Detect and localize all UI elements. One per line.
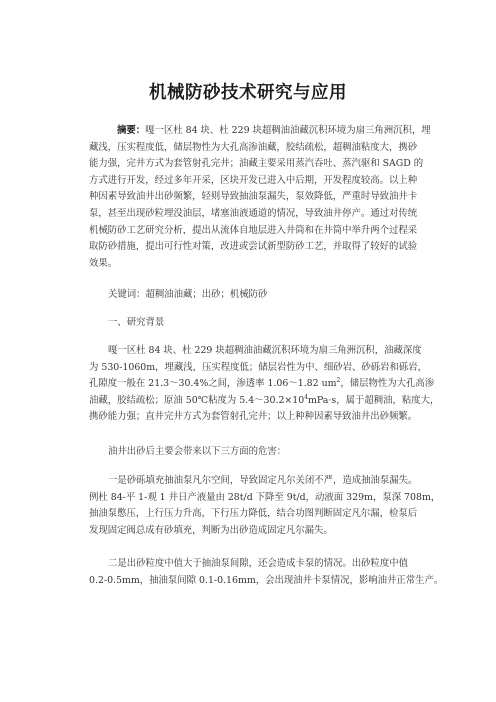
paragraph-text: 孔隙度一般在 21.3～30.4%之间，渗透率 1.06～1.82 um xyxy=(89,378,337,390)
paragraph-text: ，储层物性为大孔高渗 xyxy=(340,378,435,390)
paragraph-line xyxy=(89,393,440,410)
paragraph-hazard-one xyxy=(89,473,441,539)
paragraph-line: 二是出砂粒度中值大于抽油泵间隙，还会造成卡泵的情况。出砂粒度中值 xyxy=(108,558,409,569)
section-heading-text: 一、研究背景 xyxy=(108,317,165,328)
paragraph-line: 发现固定阀总成有砂填充，判断为出砂造成固定凡尔漏失。 xyxy=(89,524,333,536)
paragraph-line: 携砂能力强；直井完井方式为套管射孔完井；以上种种因素导致油井出砂频繁。 xyxy=(89,411,418,423)
paragraph-hazard-two xyxy=(89,556,444,589)
keywords xyxy=(89,287,419,304)
paragraph-line: 嘎一区杜 84 块、杜 229 块超稠油油藏沉积环境为扇三角洲沉积，油藏深度 xyxy=(108,345,422,356)
abstract-line: 方式进行开发，经过多年开采，区块开发已进入中后期，开发程度较高。以上种 xyxy=(89,174,418,186)
superscript: 2 xyxy=(336,377,341,385)
abstract-line: 藏浅，压实程度低，储层物性为大孔高渗油藏，胶结疏松，超稠油粘度大，携砂 xyxy=(89,141,418,153)
abstract-label: 摘要： xyxy=(117,125,146,136)
section-heading xyxy=(89,315,419,332)
abstract-line: 取防砂措施，提出可行性对策，改进或尝试新型防砂工艺，并取得了较好的试验 xyxy=(89,241,418,253)
paragraph-line xyxy=(89,376,435,393)
abstract-line: 机械防砂工艺研究分析，提出从流体自地层进入井筒和在井筒中举升两个过程采 xyxy=(89,224,418,236)
keywords-text: 关键词：超稠油油藏；出砂；机械防砂 xyxy=(108,289,268,300)
abstract-first-line xyxy=(89,123,431,140)
paragraph-background xyxy=(89,343,440,426)
document-title: 机械防砂技术研究与应用 xyxy=(149,83,347,103)
paragraph-text: 油藏，胶结疏松；原油 50℃粘度为 5.4～30.2×10 xyxy=(89,394,305,406)
superscript: 4 xyxy=(304,393,309,401)
paragraph-line: 油井出砂后主要会带来以下三方面的危害： xyxy=(108,446,287,457)
abstract-line: 能力强，完井方式为套管射孔完井；油藏主要采用蒸汽吞吐、蒸汽驱和 SAGD 的 xyxy=(89,158,424,170)
abstract xyxy=(89,123,431,272)
paragraph-line: 例杜 84-平 1-观 1 井日产液量由 28t/d 下降至 9t/d，动液面 329m，泵深 708m， xyxy=(89,491,441,503)
paragraph-line: 为 530-1060m，埋藏浅，压实程度低；储层岩性为中、细砂岩、砂砾岩和砾岩， xyxy=(89,361,428,373)
abstract-line: 泵，甚至出现砂粒埋没油层，堵塞油液通道的情况，导致油井停产。通过对传统 xyxy=(89,207,418,219)
paragraph-hazards-intro xyxy=(89,444,419,461)
paragraph-line: 0.2-0.5mm，抽油泵间隙 0.1-0.16mm，会出现油井卡泵情况，影响油井正常生产。 xyxy=(89,574,444,586)
abstract-text: 嘎一区杜 84 块、杜 229 块超稠油油藏沉积环境为扇三角洲沉积，埋 xyxy=(145,125,431,136)
paragraph-line: 抽油泵憋压，上行压力升高，下行压力降低，结合功图判断固定凡尔漏，检泵后 xyxy=(89,508,418,520)
paragraph-text: mPa·s，属于超稠油，粘度大， xyxy=(308,394,440,406)
paragraph-line: 一是砂砾填充抽油泵凡尔空间，导致固定凡尔关闭不严，造成抽油泵漏失。 xyxy=(108,475,418,486)
abstract-line: 种因素导致油井出砂频繁，轻则导致抽油泵漏失，泵效降低，严重时导致油井卡 xyxy=(89,191,418,203)
abstract-line: 效果。 xyxy=(89,257,118,269)
